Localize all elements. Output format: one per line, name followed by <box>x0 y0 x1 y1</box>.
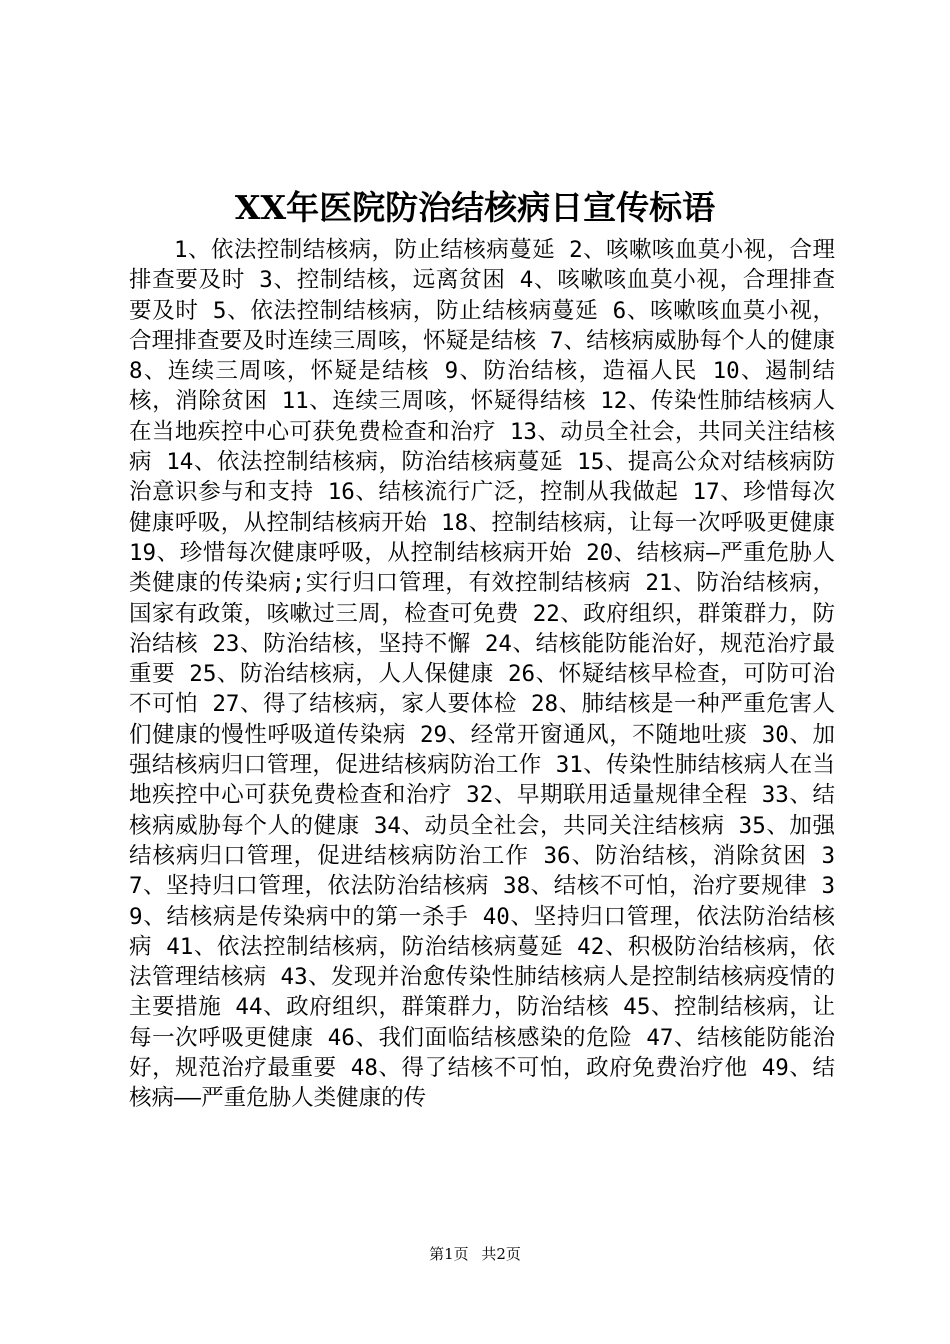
document-title: XX年医院防治结核病日宣传标语 <box>234 188 716 227</box>
document-body: 1、依法控制结核病，防止结核病蔓延 2、咳嗽咳血莫小视，合理排查要及时 3、控制结核，远离贫困 4、咳嗽咳血莫小视，合理排查要及时 5、依法控制结核病，防止结核病蔓延 6、咳嗽咳血莫小视，合理排查要及时连续三周咳，怀疑是结核 7、结核病威胁每个人的健康 8、连续三周咳，怀疑是结核 9、防治结核，造福人民 10、遏制结核，消除贫困 11、连续三周咳，怀疑得结核 12、传染性肺结核病人在当地疾控中心可获免费检查和治疗 13、动员全社会，共同关注结核病 14、依法控制结核病，防治结核病蔓延 15、提高公众对结核病防治意识参与和支持 16、结核流行广泛，控制从我做起 17、珍惜每次健康呼吸，从控制结核病开始 18、控制结核病，让每一次呼吸更健康 19、珍惜每次健康呼吸，从控制结核病开始 20、结核病—严重危胁人类健康的传染病;实行归口管理，有效控制结核病 21、防治结核病，国家有政策，咳嗽过三周，检查可免费 22、政府组织，群策群力，防治结核 23、防治结核，坚持不懈 24、结核能防能治好，规范治疗最重要 25、防治结核病，人人保健康 26、怀疑结核早检查，可防可治不可怕 27、得了结核病，家人要体检 28、肺结核是一种严重危害人们健康的慢性呼吸道传染病 29、经常开窗通风，不随地吐痰 30、加强结核病归口管理，促进结核病防治工作 31、传染性肺结核病人在当地疾控中心可获免费检查和治疗 32、早期联用适量规律全程 33、结核病威胁每个人的健康 34、动员全社会，共同关注结核病 35、加强结核病归口管理，促进结核病防治工作 36、防治结核，消除贫困 37、坚持归口管理，依法防治结核病 38、结核不可怕，治疗要规律 39、结核病是传染病中的第一杀手 40、坚持归口管理，依法防治结核病 41、依法控制结核病，防治结核病蔓延 42、积极防治结核病，依法管理结核病 43、发现并治愈传染性肺结核病人是控制结核病疫情的主要措施 44、政府组织，群策群力，防治结核 45、控制结核病，让每一次呼吸更健康 46、我们面临结核感染的危险 47、结核能防能治好，规范治疗最重要 48、得了结核不可怕，政府免费治疗他 49、结核病——严重危胁人类健康的传 <box>129 237 835 1112</box>
page-number: 第1页 <box>429 1245 469 1263</box>
page-footer <box>0 1244 950 1264</box>
page-total: 共2页 <box>481 1245 521 1263</box>
